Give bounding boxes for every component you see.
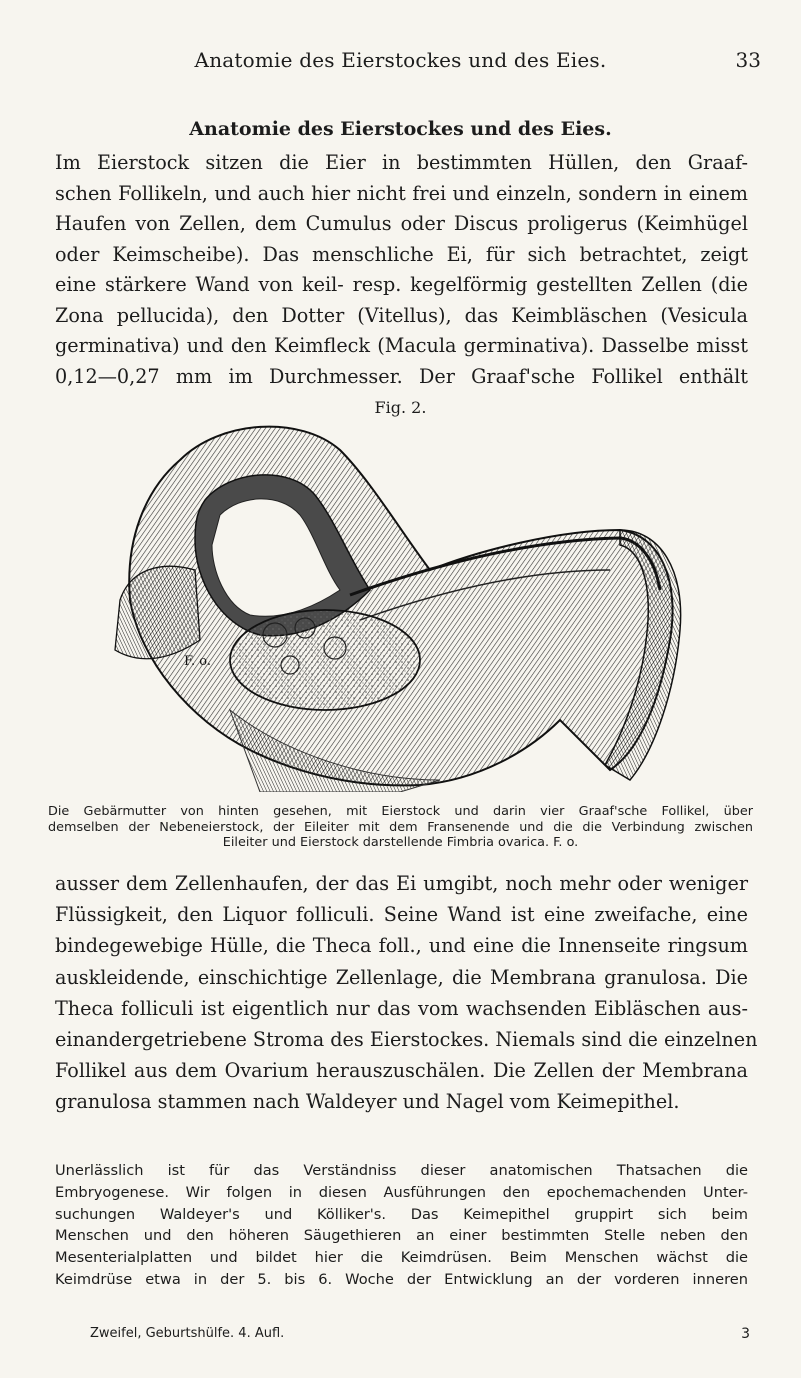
page-number: 33 bbox=[735, 48, 761, 72]
running-header bbox=[0, 42, 801, 82]
fimbria-ovarica-label: F. o. bbox=[184, 654, 211, 669]
paragraph-2 bbox=[55, 868, 758, 1118]
figure-caption bbox=[48, 804, 753, 851]
paragraph-1 bbox=[55, 148, 748, 392]
text-line: auskleidende, einschichtige Zellenlage, die Membrana granulosa. Die bbox=[55, 965, 748, 989]
text-line: 0,12—0,27 mm im Durchmesser. Der Graaf'sche Follikel enthält bbox=[55, 364, 748, 388]
text-line: germinativa) und den Keimfleck (Macula germinativa). Dasselbe misst bbox=[55, 334, 748, 357]
page-footer bbox=[90, 1326, 750, 1341]
text-line: Theca folliculi ist eigentlich nur das vom wachsenden Eibläschen aus- bbox=[55, 996, 748, 1020]
signature-mark: 3 bbox=[741, 1326, 750, 1342]
text-line: bindegewebige Hülle, die Theca foll., und eine die Innenseite ringsum bbox=[55, 934, 748, 958]
text-line: Follikel aus dem Ovarium herauszuschälen. Die Zellen der Membrana bbox=[55, 1059, 748, 1083]
text-line: Mesenterialplatten und bildet hier die Keimdrüsen. Beim Menschen wächst die bbox=[55, 1249, 748, 1267]
paragraph-3 bbox=[55, 1160, 748, 1291]
text-line: schen Follikeln, und auch hier nicht frei und einzeln, sondern in einem bbox=[55, 181, 748, 205]
text-line: Zona pellucida), den Dotter (Vitellus), das Keimbläschen (Vesicula bbox=[55, 303, 748, 327]
text-line: Embryogenese. Wir folgen in diesen Ausführungen den epochemachenden Unter- bbox=[55, 1183, 748, 1201]
text-line: eine stärkere Wand von keil- resp. kegelförmig gestellten Zellen (die bbox=[55, 273, 748, 296]
text-line: Keimdrüse etwa in der 5. bis 6. Woche der Entwicklung an der vorderen inneren bbox=[55, 1270, 748, 1288]
text-line: granulosa stammen nach Waldeyer und Nagel vom Keimepithel. bbox=[55, 1090, 680, 1114]
caption-line: demselben der Nebeneierstock, der Eileiter mit dem Fransenende und die die Verbindung zwischen bbox=[48, 819, 753, 835]
caption-line: Eileiter und Eierstock darstellende Fimbria ovarica. F. o. bbox=[222, 835, 579, 850]
running-title: Anatomie des Eierstockes und des Eies. bbox=[194, 48, 607, 72]
text-line: Haufen von Zellen, dem Cumulus oder Discus proligerus (Keimhügel bbox=[55, 212, 748, 235]
text-line: Flüssigkeit, den Liquor folliculi. Seine Wand ist eine zweifache, eine bbox=[55, 903, 748, 927]
text-line: oder Keimscheibe). Das menschliche Ei, für sich betrachtet, zeigt bbox=[55, 242, 748, 266]
figure-label: Fig. 2. bbox=[374, 398, 427, 417]
text-line: Im Eierstock sitzen die Eier in bestimmten Hüllen, den Graaf- bbox=[55, 151, 748, 174]
uterus-illustration bbox=[100, 420, 710, 792]
footer-source: Zweifel, Geburtshülfe. 4. Aufl. bbox=[90, 1326, 285, 1341]
text-line: Unerlässlich ist für das Verständniss dieser anatomischen Thatsachen die bbox=[55, 1162, 748, 1179]
text-line: suchungen Waldeyer's und Kölliker's. Das Keimepithel gruppirt sich beim bbox=[55, 1205, 748, 1223]
caption-line: Die Gebärmutter von hinten gesehen, mit Eierstock und darin vier Graaf'sche Follikel, über bbox=[48, 804, 753, 819]
text-line: Menschen und den höheren Säugethieren an einer bestimmten Stelle neben den bbox=[55, 1227, 748, 1245]
section-title: Anatomie des Eierstockes und des Eies. bbox=[189, 118, 612, 140]
text-line: ausser dem Zellenhaufen, der das Ei umgibt, noch mehr oder weniger bbox=[55, 872, 748, 895]
text-line: einandergetriebene Stroma des Eierstockes. Niemals sind die einzelnen bbox=[55, 1028, 758, 1052]
